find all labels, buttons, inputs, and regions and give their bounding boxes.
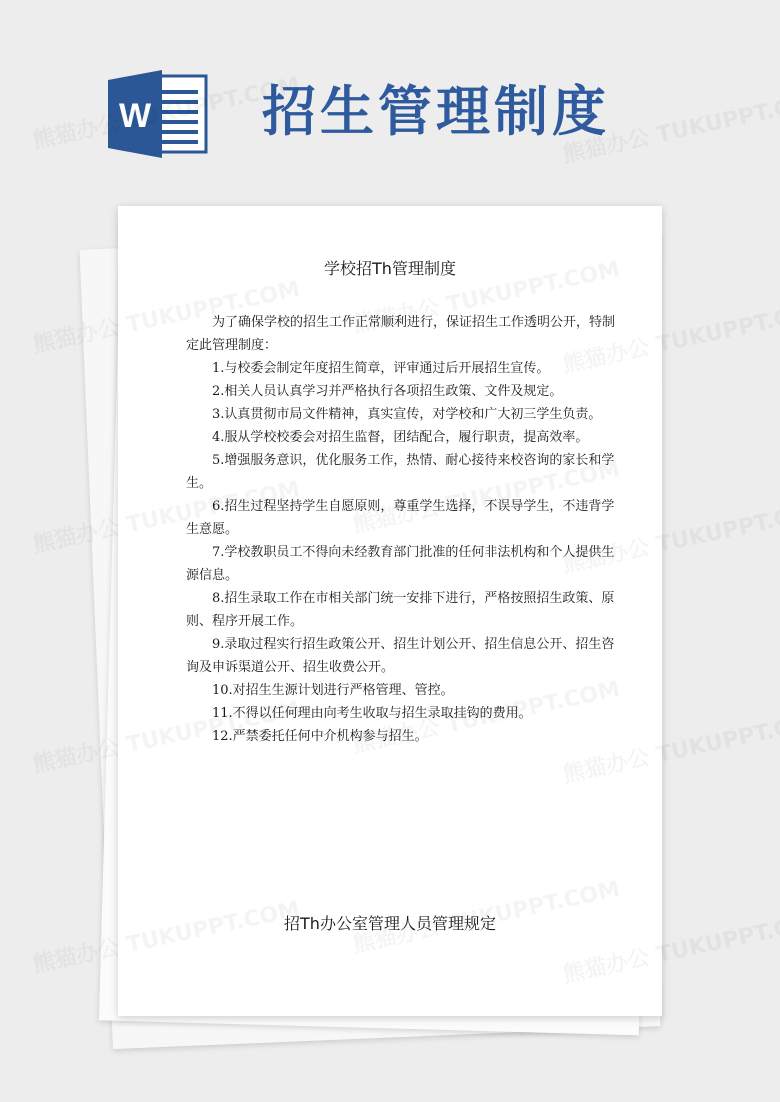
rule-item: 4.服从学校校委会对招生监督，团结配合，履行职责，提高效率。 (212, 430, 589, 445)
word-icon-letter: W (118, 97, 152, 135)
rule-item: 7.学校教职员工不得向未经教育部门批准的任何非法机构和个人提供生源信息。 (186, 545, 615, 583)
rule-item: 9.录取过程实行招生政策公开、招生计划公开、招生信息公开、招生咨询及申诉渠道公开、招生收费公开。 (186, 637, 615, 675)
section-heading: 招Th办公室管理人员管理规定 (284, 914, 496, 933)
rule-item: 5.增强服务意识，优化服务工作，热情、耐心接待来校咨询的家长和学生。 (186, 453, 615, 491)
page-title: 招生管理制度 (262, 80, 610, 143)
rule-item: 8.招生录取工作在市相关部门统一安排下进行，严格按照招生政策、原则、程序开展工作。 (186, 591, 615, 629)
rule-item: 11.不得以任何理由向考生收取与招生录取挂钩的费用。 (212, 706, 532, 721)
rule-item: 12.严禁委托任何中介机构参与招生。 (212, 729, 428, 744)
rule-item: 3.认真贯彻市局文件精神，真实宣传，对学校和广大初三学生负责。 (212, 407, 602, 422)
rule-item: 2.相关人员认真学习并严格执行各项招生政策、文件及规定。 (212, 384, 563, 399)
intro-paragraph: 为了确保学校的招生工作正常顺利进行，保证招生工作透明公开，特制定此管理制度： (186, 315, 616, 353)
rule-item: 6.招生过程坚持学生自愿原则，尊重学生选择，不误导学生，不违背学生意愿。 (186, 499, 615, 537)
rule-item: 10.对招生生源计划进行严格管理、管控。 (212, 683, 454, 698)
rule-item: 1.与校委会制定年度招生简章，评审通过后开展招生宣传。 (212, 361, 550, 376)
word-doc-icon (108, 70, 208, 158)
document-title: 学校招Th管理制度 (324, 259, 456, 278)
document-body (186, 311, 618, 748)
